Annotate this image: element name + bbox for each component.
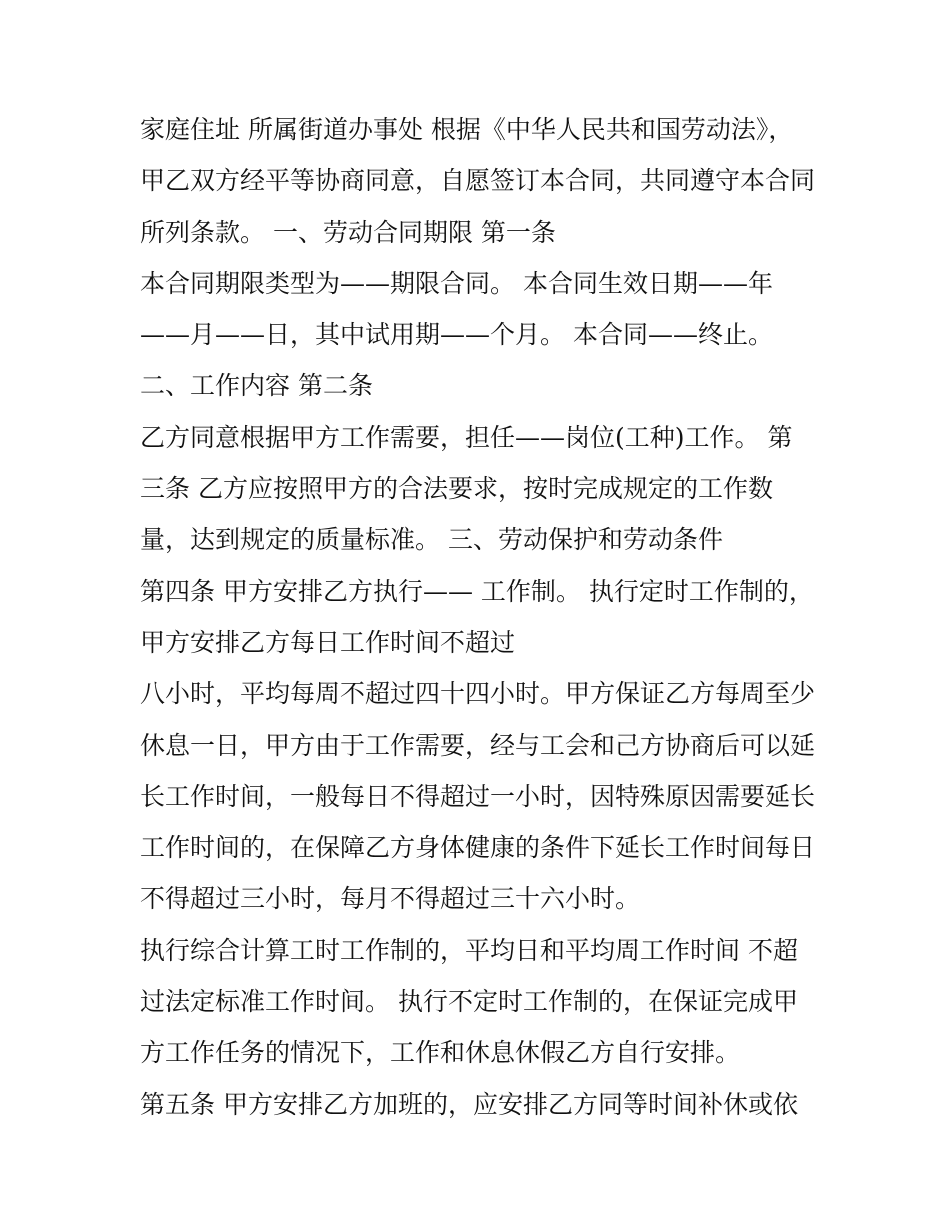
text-line-2: 甲乙双方经平等协商同意，自愿签订本合同，共同遵守本合同: [140, 166, 816, 196]
contract-text: [140, 104, 830, 1130]
text-line-9: 量，达到规定的质量标准。 三、劳动保护和劳动条件: [140, 525, 723, 555]
text-line-7: 乙方同意根据甲方工作需要，担任——岗位(工种)工作。 第: [140, 422, 793, 452]
text-line-19: 方工作任务的情况下，工作和休息休假乙方自行安排。: [140, 1038, 741, 1068]
text-line-18: 过法定标准工作时间。 执行不定时工作制的，在保证完成甲: [140, 987, 798, 1017]
text-line-20: 第五条 甲方安排乙方加班的，应安排乙方同等时间补休或依: [140, 1089, 798, 1119]
text-line-15: 工作时间的，在保障乙方身体健康的条件下延长工作时间每日: [140, 833, 816, 863]
text-line-13: 休息一日，甲方由于工作需要，经与工会和己方协商后可以延: [140, 730, 816, 760]
text-line-6: 二、工作内容 第二条: [140, 371, 373, 401]
text-line-17: 执行综合计算工时工作制的，平均日和平均周工作时间 不超: [140, 935, 798, 965]
text-line-11: 甲方安排乙方每日工作时间不超过: [140, 627, 516, 657]
text-line-4: 本合同期限类型为——期限合同。 本合同生效日期——年: [140, 268, 773, 298]
text-line-5: ——月——日，其中试用期——个月。 本合同——终止。: [140, 320, 773, 350]
text-line-14: 长工作时间，一般每日不得超过一小时，因特殊原因需要延长: [140, 781, 816, 811]
text-line-16: 不得超过三小时，每月不得超过三十六小时。: [140, 884, 641, 914]
text-line-8: 三条 乙方应按照甲方的合法要求，按时完成规定的工作数: [140, 474, 773, 504]
text-line-3: 所列条款。 一、劳动合同期限 第一条: [140, 217, 556, 247]
text-line-10: 第四条 甲方安排乙方执行—— 工作制。 执行定时工作制的，: [140, 576, 814, 606]
text-line-12: 八小时，平均每周不超过四十四小时。甲方保证乙方每周至少: [140, 679, 816, 709]
text-line-1: 家庭住址 所属街道办事处 根据《中华人民共和国劳动法》，: [140, 115, 794, 144]
